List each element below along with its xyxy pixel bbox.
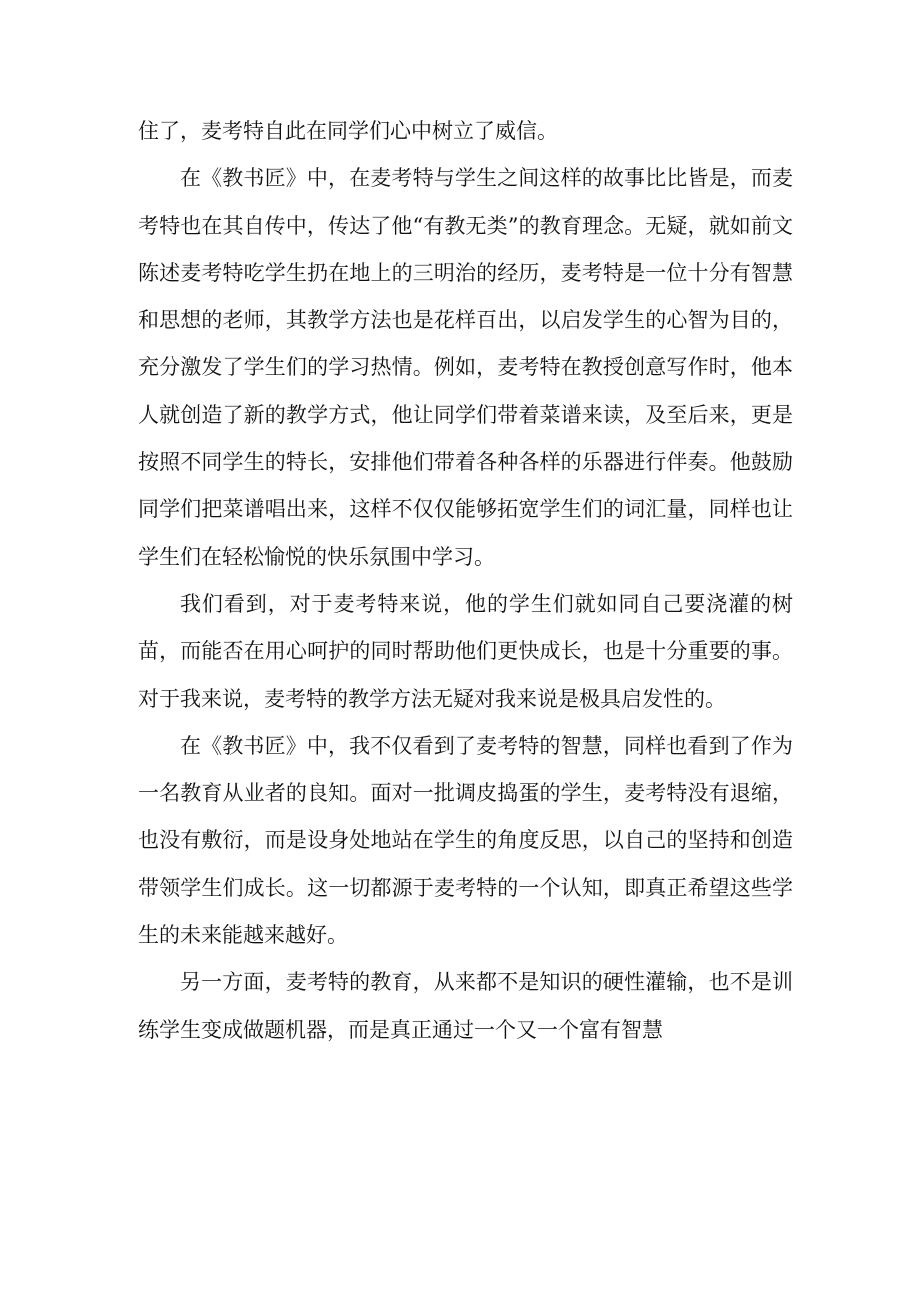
- document-body: [138, 108, 793, 1054]
- paragraph-3: 我们看到，对于麦考特来说，他的学生们就如同自己要浇灌的树苗，而能否在用心呵护的同时帮助他们更快成长，也是十分重要的事。对于我来说，麦考特的教学方法无疑对我来说是极具启发性的。: [138, 591, 793, 711]
- paragraph-2: 在《教书匠》中，在麦考特与学生之间这样的故事比比皆是，而麦考特也在其自传中，传达了他“有教无类”的教育理念。无疑，就如前文陈述麦考特吃学生扔在地上的三明治的经历，麦考特是一位十分有智慧和思想的老师，其教学方法也是花样百出，以启发学生的心智为目的，充分激发了学生们的学习热情。例如，麦考特在教授创意写作时，他本人就创造了新的教学方式，他让同学们带着菜谱来读，及至后来，更是按照不同学生的特长，安排他们带着各种各样的乐器进行伴奏。他鼓励同学们把菜谱唱出来，这样不仅仅能够拓宽学生们的词汇量，同样也让学生们在轻松愉悦的快乐氛围中学习。: [138, 166, 793, 569]
- paragraph-5: 另一方面，麦考特的教育，从来都不是知识的硬性灌输，也不是训练学生变成做题机器，而是真正通过一个又一个富有智慧: [138, 970, 793, 1042]
- paragraph-4: 在《教书匠》中，我不仅看到了麦考特的智慧，同样也看到了作为一名教育从业者的良知。面对一批调皮捣蛋的学生，麦考特没有退缩，也没有敷衍，而是设身处地站在学生的角度反思，以自己的坚持和创造带领学生们成长。这一切都源于麦考特的一个认知，即真正希望这些学生的未来能越来越好。: [138, 733, 793, 948]
- paragraph-1: 住了，麦考特自此在同学们心中树立了威信。: [138, 119, 558, 143]
